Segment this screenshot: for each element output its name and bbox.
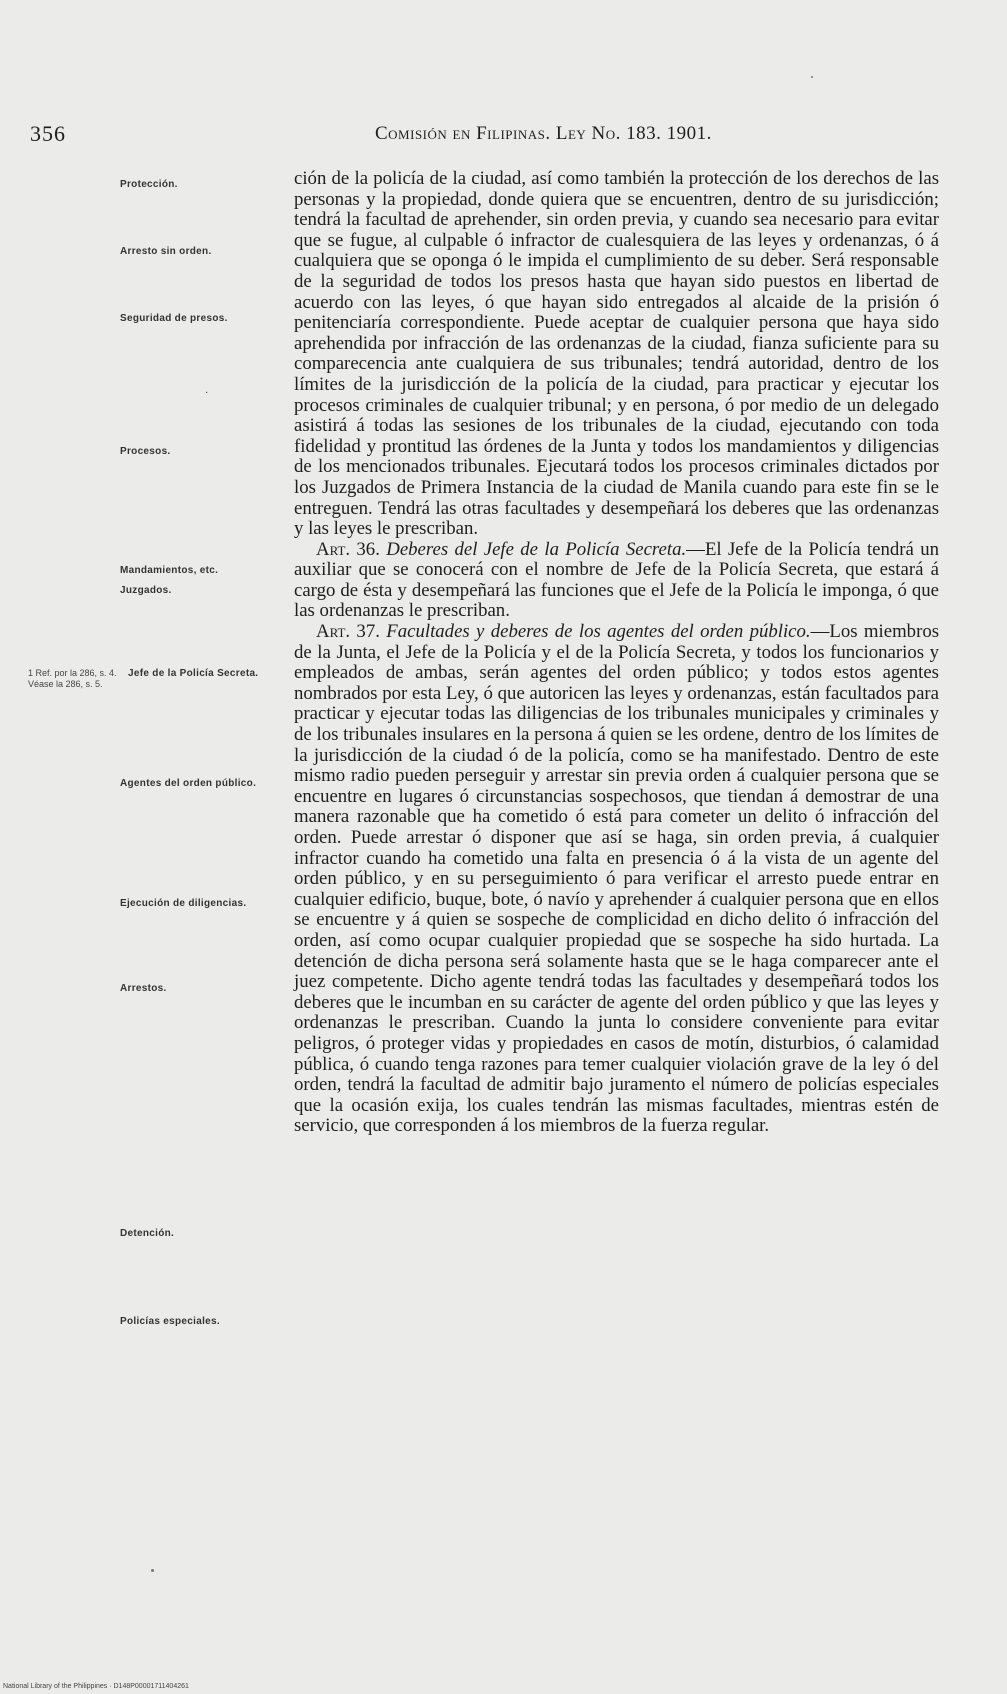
reference-footnote: 1 Ref. por la 286, s. 4. Véase la 286, s. 5. [28,668,117,689]
scan-footer: National Library of the Philippines · D148P00001711404261 [3,1683,189,1690]
margin-note-arrestos: Arrestos. [120,983,167,994]
article-36-label: Art. 36. [316,538,380,560]
margin-note-policias-especiales: Policías especiales. [120,1316,220,1327]
page-speck [811,76,813,78]
article-36-title: Deberes del Jefe de la Policía Secreta. [386,538,687,560]
page-header [0,121,1007,151]
margin-note-detencion: Detención. [120,1228,175,1239]
margin-note-juzgados: Juzgados. [120,585,172,596]
margin-note-seguridad-presos: Seguridad de presos. [120,313,228,324]
running-title: Comisión en Filipinas. Ley No. 183. 1901. [375,123,712,144]
margin-note-jefe-policia-secreta: Jefe de la Policía Secreta. [128,668,259,679]
article-37-text: —Los miembros de la Junta, el Jefe de la Policía y el de la Policía Secreta, y todos los funcionarios y empleados de ambas, serán agentes del orden público; y todos estos agentes nombrados por esta Ley, ó que autoricen las leyes y ordenanzas, están facultados para practicar y ejecutar todas las diligencias de los tribunales municipales y criminales y de los tribunales insulares en la persona á quien se les ordene, dentro de los límites de la jurisdicción de la ciudad ó de la policía, como se ha manifestado. Dentro de este mismo radio pueden perseguir y arrestar sin previa orden á cualquier persona que se encuentre en lugares ó circunstancias sospechosos, que tiendan á demostrar de una manera razonable que ha cometido ó está para cometer un delito ó infracción del orden. Puede arrestar ó disponer que así se haga, sin orden previa, á cualquier infractor cuando ha cometido una falta en presencia ó á la vista de un agente del orden público, y en su perseguimiento ó para verificar el arresto puede entrar en cualquier edificio, buque, bote, ó navío y aprehender á cualquier persona que en ellos se encuentre y á quien se sospeche de complicidad en dicho delito ó infracción del orden, así como ocupar cualquier propiedad que se sospeche ha sido hurtada. La detención de dicha persona será solamente hasta que se le haga comparecer ante el juez competente. Dicho agente tendrá todas las facultades y desempeñará todos los deberes que le incumban en su carácter de agente del orden público y que las leyes y ordenanzas le prescriban. Cuando la junta lo considere conveniente para evitar peligros, ó proteger vidas y propiedades en casos de motín, disturbios, ó calamidad pública, ó cuando tenga razones para temer cualquier violación grave de la ley ó del orden, tendrá la facultad de admitir bajo juramento el número de policías especiales que la ocasión exija, los cuales tendrán las mismas facultades, mientras estén de servicio, que corresponden á los miembros de la fuerza regular. [294,621,940,1137]
margin-note-mandamientos: Mandamientos, etc. [120,565,219,576]
paragraph-continuation: ción de la policía de la ciudad, así como también la protección de los derechos de las personas y la propiedad, donde quiera que se encuentren, dentro de su jurisdicción; tendrá la facultad de aprehender, sin orden previa, y cuando sea necesario para evitar que se fugue, al culpable ó infractor de cualesquiera de las leyes y ordenanzas, ó á cualquiera que se oponga ó le impida el cumplimiento de su deber. Será responsable de la seguridad de todos los presos hasta que hayan sido puestos en libertad de acuerdo con las leyes, ó que hayan sido entregados al alcaide de la prisión ó penitenciaría correspondiente. Puede aceptar de cualquier persona que haya sido aprehendida por infracción de las ordenanzas de la ciudad, fianza suficiente para su comparecencia ante cualquiera de sus tribunales; tendrá autoridad, dentro de los límites de la jurisdicción de la policía de la ciudad, para practicar y ejecutar los procesos criminales de cualquier tribunal; y en persona, ó por medio de un delegado asistirá á todas las sesiones de los tribunales de la ciudad, ejecutando con toda fidelidad y prontitud las órdenes de la Junta y todos los mandamientos y diligencias de los mencionados tribunales. Ejecutará todos los procesos criminales dictados por los Juzgados de Primera Instancia de la ciudad de Manila cuando para este fin se le entreguen. Tendrá las otras facultades y desempeñará los deberes que las ordenanzas y las leyes le prescriban. [294,168,939,540]
article-37 [294,622,939,1137]
body-text [294,169,939,1137]
article-36 [294,540,939,622]
margin-mark: · [205,388,209,399]
margin-note-procesos: Procesos. [120,446,171,457]
page-speck [151,1569,154,1572]
article-37-title: Facultades y deberes de los agentes del orden público. [386,621,811,643]
margin-note-arresto-sin-orden: Arresto sin orden. [120,246,212,257]
margin-note-ejecucion-diligencias: Ejecución de diligencias. [120,898,247,909]
article-36-text: —El Jefe de la Policía tendrá un auxiliar que se conocerá con el nombre de Jefe de la Policía Secreta, que estará á cargo de ésta y desempeñará las funciones que el Jefe de la Policía le imponga, ó que las ordenanzas le prescriban. [294,538,940,622]
margin-note-proteccion: Protección. [120,179,178,190]
article-37-label: Art. 37. [316,621,380,643]
page-number: 356 [30,121,66,146]
margin-note-agentes-orden-publico: Agentes del orden público. [120,778,257,789]
